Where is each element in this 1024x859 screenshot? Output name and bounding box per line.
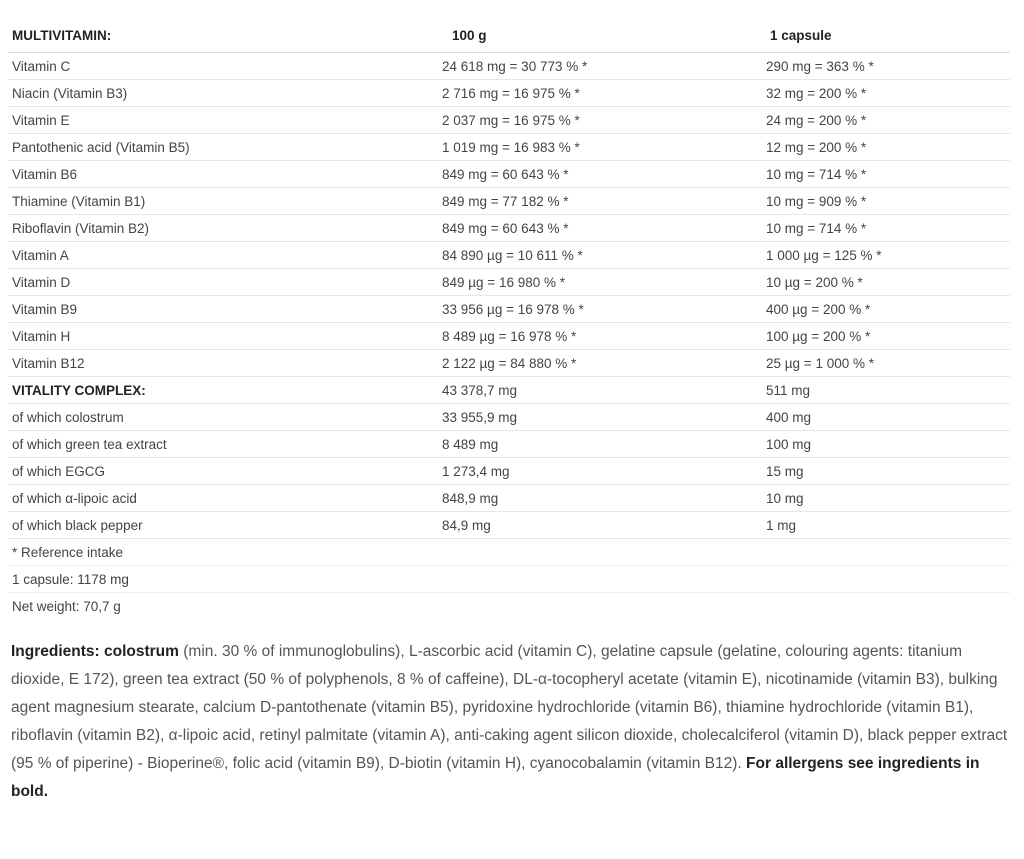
value-100g: 1 019 mg = 16 983 % * [438, 134, 762, 161]
value-1-capsule: 10 mg [762, 485, 1010, 512]
nutrient-name: Riboflavin (Vitamin B2) [8, 215, 438, 242]
footnote-row [8, 539, 1010, 566]
header-100g: 100 g [438, 18, 762, 53]
value-100g: 849 mg = 60 643 % * [438, 161, 762, 188]
nutrient-name: Vitamin B6 [8, 161, 438, 188]
value-1-capsule: 100 µg = 200 % * [762, 323, 1010, 350]
table-row [8, 485, 1010, 512]
value-100g: 33 956 µg = 16 978 % * [438, 296, 762, 323]
nutrition-table [8, 18, 1010, 619]
value-1-capsule: 400 mg [762, 404, 1010, 431]
nutrient-name: Vitamin C [8, 53, 438, 80]
value-100g: 84,9 mg [438, 512, 762, 539]
nutrient-name: of which green tea extract [8, 431, 438, 458]
table-row [8, 242, 1010, 269]
footnote-text: 1 capsule: 1178 mg [8, 566, 1010, 593]
table-row [8, 512, 1010, 539]
value-100g: 8 489 µg = 16 978 % * [438, 323, 762, 350]
value-100g: 2 716 mg = 16 975 % * [438, 80, 762, 107]
table-row [8, 53, 1010, 80]
value-100g: 2 037 mg = 16 975 % * [438, 107, 762, 134]
table-header-row [8, 18, 1010, 53]
table-row [8, 161, 1010, 188]
value-1-capsule: 10 µg = 200 % * [762, 269, 1010, 296]
nutrient-name: Vitamin D [8, 269, 438, 296]
nutrient-name: Pantothenic acid (Vitamin B5) [8, 134, 438, 161]
table-row [8, 323, 1010, 350]
value-1-capsule: 511 mg [762, 377, 1010, 404]
value-100g: 2 122 µg = 84 880 % * [438, 350, 762, 377]
value-100g: 43 378,7 mg [438, 377, 762, 404]
nutrient-name: Vitamin B9 [8, 296, 438, 323]
table-row [8, 404, 1010, 431]
value-1-capsule: 400 µg = 200 % * [762, 296, 1010, 323]
nutrient-name: Thiamine (Vitamin B1) [8, 188, 438, 215]
table-row [8, 215, 1010, 242]
value-1-capsule: 1 000 µg = 125 % * [762, 242, 1010, 269]
ingredients-paragraph [11, 638, 1011, 806]
value-100g: 84 890 µg = 10 611 % * [438, 242, 762, 269]
value-1-capsule: 1 mg [762, 512, 1010, 539]
nutrient-name: of which EGCG [8, 458, 438, 485]
footnote-text: * Reference intake [8, 539, 1010, 566]
table-row [8, 350, 1010, 377]
table-row [8, 107, 1010, 134]
ingredients-body: (min. 30 % of immunoglobulins), L-ascorbic acid (vitamin C), gelatine capsule (gelatine, colouring agents: titanium dioxide, E 172), green tea extract (50 % of polyphenols, 8 % of caffeine), DL-α-tocopheryl acetate (vitamin E), nicotinamide (vitamin B3), bulking agent magnesium stearate, calcium D-pantothenate (vitamin B5), pyridoxine hydrochloride (vitamin B6), thiamine hydrochloride (vitamin B1), riboflavin (vitamin B2), α-lipoic acid, retinyl palmitate (vitamin A), anti-caking agent silicon dioxide, cholecalciferol (vitamin D), black pepper extract (95 % of piperine) - Bioperine®, folic acid (vitamin B9), D-biotin (vitamin H), cyanocobalamin (vitamin B12). [11, 642, 1008, 772]
nutrient-name: Vitamin A [8, 242, 438, 269]
value-1-capsule: 10 mg = 714 % * [762, 215, 1010, 242]
nutrient-name: Niacin (Vitamin B3) [8, 80, 438, 107]
value-100g: 849 mg = 77 182 % * [438, 188, 762, 215]
table-row [8, 431, 1010, 458]
value-100g: 848,9 mg [438, 485, 762, 512]
nutrient-name: of which α-lipoic acid [8, 485, 438, 512]
value-100g: 24 618 mg = 30 773 % * [438, 53, 762, 80]
value-100g: 849 mg = 60 643 % * [438, 215, 762, 242]
table-row [8, 458, 1010, 485]
table-row [8, 269, 1010, 296]
table-row [8, 188, 1010, 215]
value-1-capsule: 15 mg [762, 458, 1010, 485]
value-100g: 8 489 mg [438, 431, 762, 458]
nutrient-name: of which black pepper [8, 512, 438, 539]
footnote-row [8, 593, 1010, 620]
nutrient-name: VITALITY COMPLEX: [8, 377, 438, 404]
value-1-capsule: 10 mg = 714 % * [762, 161, 1010, 188]
footnote-row [8, 566, 1010, 593]
value-100g: 1 273,4 mg [438, 458, 762, 485]
allergens-note: For allergens see ingredients in bold. [11, 754, 980, 800]
value-1-capsule: 24 mg = 200 % * [762, 107, 1010, 134]
header-multivitamin: MULTIVITAMIN: [8, 18, 438, 53]
nutrient-name: Vitamin H [8, 323, 438, 350]
nutrient-name: Vitamin B12 [8, 350, 438, 377]
ingredients-lead: Ingredients: colostrum [11, 642, 179, 660]
value-100g: 849 µg = 16 980 % * [438, 269, 762, 296]
nutrition-table-body [8, 53, 1010, 620]
footnote-text: Net weight: 70,7 g [12, 598, 121, 614]
value-1-capsule: 10 mg = 909 % * [762, 188, 1010, 215]
header-1-capsule: 1 capsule [762, 18, 1010, 53]
table-row [8, 296, 1010, 323]
value-100g: 33 955,9 mg [438, 404, 762, 431]
value-1-capsule: 32 mg = 200 % * [762, 80, 1010, 107]
value-1-capsule: 290 mg = 363 % * [762, 53, 1010, 80]
table-row [8, 377, 1010, 404]
table-row [8, 80, 1010, 107]
nutrient-name: Vitamin E [8, 107, 438, 134]
table-row [8, 134, 1010, 161]
nutrient-name: of which colostrum [8, 404, 438, 431]
value-1-capsule: 25 µg = 1 000 % * [762, 350, 1010, 377]
value-1-capsule: 12 mg = 200 % * [762, 134, 1010, 161]
value-1-capsule: 100 mg [762, 431, 1010, 458]
